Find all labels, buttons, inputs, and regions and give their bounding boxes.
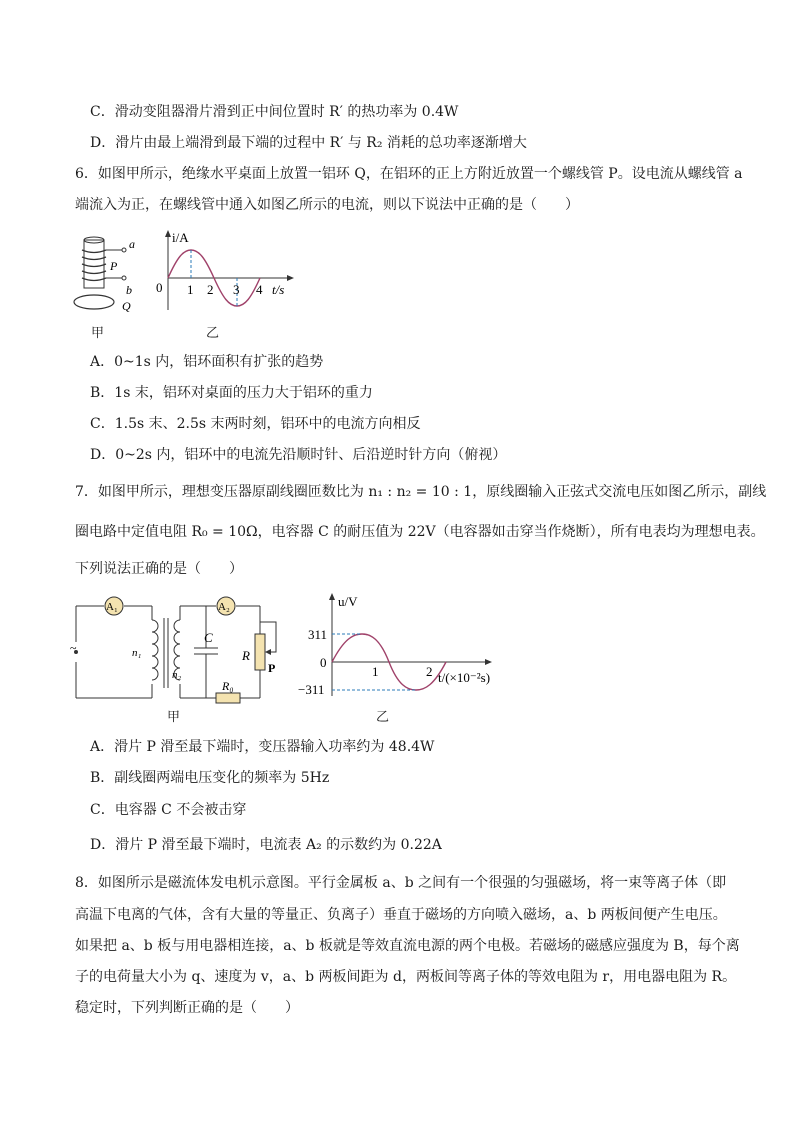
q8-line1: 8．如图所示是磁流体发电机示意图。平行金属板 a、b 之间有一个很强的匀强磁场，将一束等离子体（即 — [75, 875, 727, 891]
q8-line3: 如果把 a、b 板与用电器相连接，a、b 板就是等效直流电源的两个电极。若磁场的磁感应强度为 B，每个离 — [75, 938, 740, 954]
q7-label-C: C — [204, 630, 213, 645]
q7-voltage-graph — [292, 590, 512, 700]
q6-stem-line2: 端流入为正，在螺线管中通入如图乙所示的电流，则以下说法中正确的是（ ） — [75, 197, 579, 213]
q7-tick-1: 1 — [372, 664, 379, 679]
q6-tick-2: 2 — [207, 282, 214, 297]
q7-stem-line1: 7．如图甲所示，理想变压器原副线圈匝数比为 n₁ : n₂ = 10 : 1，原线圈输入正弦式交流电压如图乙所示，副线 — [75, 484, 767, 500]
q7-label-R0: R₀ — [222, 679, 234, 693]
q6-option-b: B．1s 末，铝环对桌面的压力大于铝环的重力 — [90, 385, 373, 401]
q7-ac-source: ~ — [70, 641, 77, 655]
q6-stem-line1: 6．如图甲所示，绝缘水平桌面上放置一铝环 Q，在铝环的正上方附近放置一个螺线管 P。设电流从螺线管 a — [75, 166, 743, 182]
q7-option-d: D．滑片 P 滑至最下端时，电流表 A₂ 的示数约为 0.22A — [90, 837, 442, 853]
q8-line2: 高温下电离的气体，含有大量的等量正、负离子）垂直于磁场的方向喷入磁场，a、b 两板间便产生电压。 — [75, 907, 727, 923]
q6-option-c: C．1.5s 末、2.5s 末两时刻，铝环中的电流方向相反 — [90, 416, 421, 432]
q6-fig-yi-caption: 乙 — [206, 326, 220, 341]
q7-ymin: −311 — [298, 682, 325, 697]
q7-tick-2: 2 — [426, 664, 433, 679]
q7-option-c: C．电容器 C 不会被击穿 — [90, 802, 247, 818]
q7-option-a: A．滑片 P 滑至最下端时，变压器输入功率约为 48.4W — [90, 739, 435, 755]
q6-option-d: D．0~2s 内，铝环中的电流先沿顺时针、后沿逆时针方向（俯视） — [90, 447, 507, 463]
q7-label-R: R — [242, 648, 250, 663]
q7-xlabel: t/(×10⁻²s) — [438, 670, 491, 685]
q6-tick-1: 1 — [187, 282, 194, 297]
q7-fig-jia-caption: 甲 — [167, 710, 181, 725]
q8-line4: 子的电荷量大小为 q、速度为 v，a、b 两板间距为 d，两板间等离子体的等效电阻为 r，用电器电阻为 R。 — [75, 969, 737, 985]
q5-option-c: C．滑动变阻器滑片滑到正中间位置时 R′ 的热功率为 0.4W — [90, 104, 459, 120]
q7-label-n1: n₁ — [132, 647, 142, 659]
q6-origin: 0 — [156, 280, 163, 295]
q7-option-b: B．副线圈两端电压变化的频率为 5Hz — [90, 770, 330, 786]
q5-option-d: D．滑片由最上端滑到最下端的过程中 R′ 与 R₂ 消耗的总功率逐渐增大 — [90, 135, 527, 151]
q6-label-a: a — [129, 237, 135, 251]
q7-origin: 0 — [320, 655, 327, 670]
q7-ammeter-a2: A₂ — [218, 601, 230, 613]
q7-ymax: 311 — [308, 627, 328, 642]
q7-circuit-diagram — [68, 592, 288, 710]
q6-tick-4: 4 — [256, 282, 263, 297]
q8-line5: 稳定时，下列判断正确的是（ ） — [75, 1000, 299, 1016]
q7-stem-line3: 下列说法正确的是（ ） — [75, 561, 243, 577]
q6-tick-3: 3 — [233, 282, 240, 297]
q6-fig-jia-caption: 甲 — [91, 326, 105, 341]
q7-fig-yi-caption: 乙 — [376, 710, 390, 725]
q6-ylabel: i/A — [172, 230, 189, 245]
q7-label-P: P — [268, 661, 276, 675]
q6-label-b: b — [126, 283, 132, 297]
q6-label-P: P — [110, 259, 118, 273]
q6-label-Q: Q — [122, 299, 131, 313]
q7-label-n2: n₂ — [172, 669, 182, 681]
q6-current-graph — [150, 228, 300, 316]
q6-option-a: A．0~1s 内，铝环面积有扩张的趋势 — [90, 354, 324, 370]
q7-ammeter-a1: A₁ — [106, 601, 118, 613]
q7-stem-line2: 圈电路中定值电阻 R₀ = 10Ω，电容器 C 的耐压值为 22V（电容器如击穿当作烧断），所有电表均为理想电表。 — [75, 524, 765, 540]
q6-figure-solenoid — [72, 236, 142, 316]
q7-ylabel: u/V — [338, 594, 358, 609]
q6-xlabel: t/s — [272, 282, 285, 297]
